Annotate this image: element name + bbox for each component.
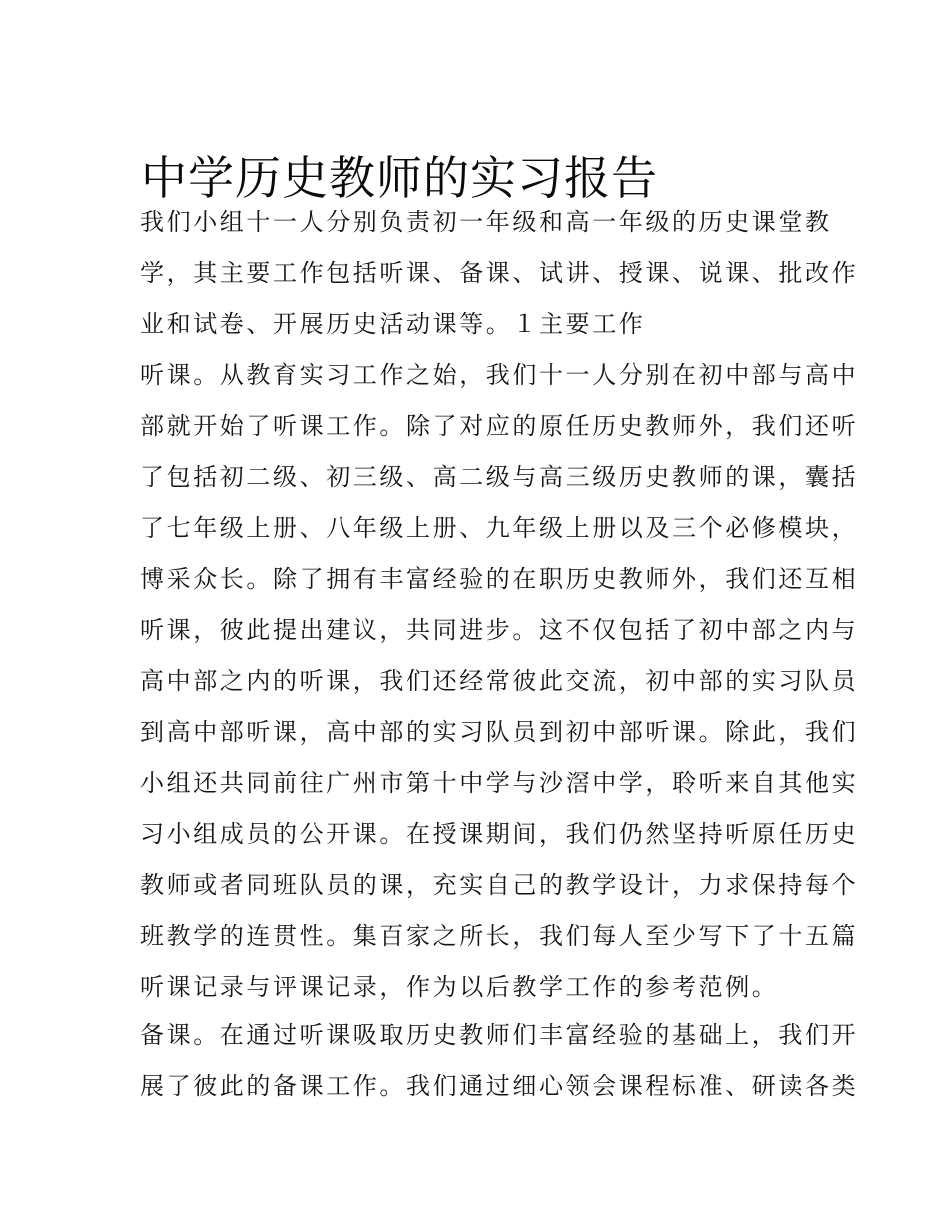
- text-line: 小组还共同前往广州市第十中学与沙滘中学，聆听来自其他实: [140, 769, 859, 797]
- page-title: 中学历史教师的实习报告: [141, 150, 658, 205]
- text-line: 展了彼此的备课工作。我们通过细心领会课程标准、研读各类: [140, 1072, 859, 1100]
- text-line: 了七年级上册、八年级上册、九年级上册以及三个必修模块，: [140, 514, 859, 542]
- text-line: 教师或者同班队员的课，充实自己的教学设计，力求保持每个: [140, 871, 859, 899]
- text-line: 高中部之内的听课，我们还经常彼此交流，初中部的实习队员: [140, 667, 859, 695]
- text-line: 习小组成员的公开课。在授课期间，我们仍然坚持听原任历史: [140, 820, 859, 848]
- text-line: 到高中部听课，高中部的实习队员到初中部听课。除此，我们: [140, 718, 859, 746]
- text-line: 听课，彼此提出建议，共同进步。这不仅包括了初中部之内与: [140, 616, 859, 644]
- text-line: 部就开始了听课工作。除了对应的原任历史教师外，我们还听: [140, 412, 859, 440]
- text-line: 我们小组十一人分别负责初一年级和高一年级的历史课堂教: [140, 208, 832, 236]
- text-line: 班教学的连贯性。集百家之所长，我们每人至少写下了十五篇: [140, 922, 859, 950]
- text-line: 学，其主要工作包括听课、备课、试讲、授课、说课、批改作: [140, 259, 859, 287]
- text-line: 备课。在通过听课吸取历史教师们丰富经验的基础上，我们开: [140, 1021, 859, 1049]
- text-line: 听课记录与评课记录，作为以后教学工作的参考范例。: [140, 973, 779, 1001]
- text-line: 了包括初二级、初三级、高二级与高三级历史教师的课，囊括: [140, 463, 859, 491]
- text-line: 博采众长。除了拥有丰富经验的在职历史教师外，我们还互相: [140, 565, 859, 593]
- text-line: 听课。从教育实习工作之始，我们十一人分别在初中部与高中: [140, 361, 859, 389]
- text-line: 业和试卷、开展历史活动课等。１主要工作: [140, 310, 646, 338]
